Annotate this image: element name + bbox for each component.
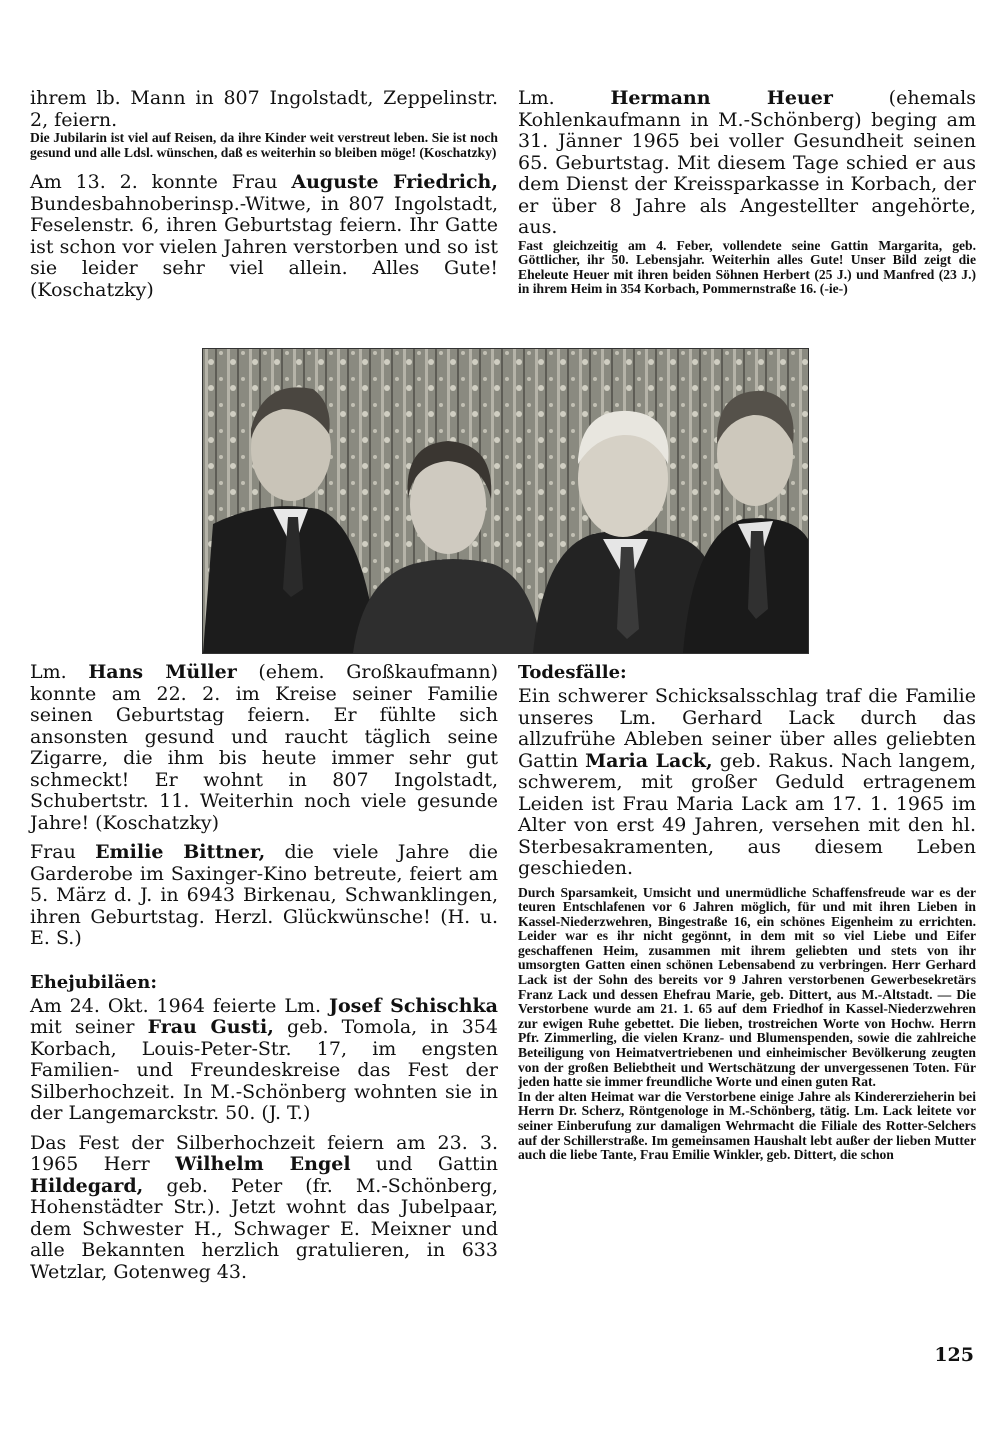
person-name: Emilie Bittner, xyxy=(95,841,266,863)
paragraph-small: In der alten Heimat war die Verstorbene einige Jahre als Kindererzieherin bei Herrn Dr. Scherz, Röntgenologe in M.-Schönberg, tätig. Lm. Lack leitete vor seiner Einberufung zur damaligen Wehrmacht die Filiale des Rotter-Selchers auf der Schillerstraße. Im gemeinsamen Haushalt lebt außer der lieben Mutter auch die liebe Tante, Frau Emilie Winkler, geb. Dittert, die schon xyxy=(518,1088,976,1163)
person-name: Josef Schischka xyxy=(328,994,498,1017)
person-name: Hildegard, xyxy=(30,1174,144,1197)
page-number: 125 xyxy=(934,1344,974,1366)
paragraph-small: Die Jubilarin ist viel auf Reisen, da ihre Kinder weit verstreut leben. Sie ist noch gesund und alle Ldsl. wünschen, daß es weiterhin so bleiben möge! (Koschatzky) xyxy=(30,130,498,160)
section-heading-todesfaelle: Todesfälle: xyxy=(518,662,627,683)
family-photo xyxy=(202,348,809,654)
person-name: Frau Gusti, xyxy=(147,1016,274,1038)
paragraph-lack: Ein schwerer Schicksalsschlag traf die Familie unseres Lm. Gerhard Lack durch das allzufrühe Ableben seiner über alles geliebten Gattin Maria Lack, geb. Rakus. Nach langem, schwerem, mit großer Geduld ertragenem Leiden ist Frau Maria Lack am 17. 1. 1965 im Alter von erst 49 Jahren, versehen mit den hl. Sterbesakramenten, aus diesem Leben geschieden. xyxy=(518,685,977,879)
paragraph-bittner: Frau Emilie Bittner, die viele Jahre die Garderobe im Saxinger-Kino betreute, feiert am 5. März d. J. in 6943 Birkenau, Schwanklingen, ihren Geburtstag. Herzl. Glückwünsche! (H. u. E. S.) xyxy=(30,841,499,949)
paragraph-friedrich: Am 13. 2. konnte Frau Auguste Friedrich, Bundesbahnoberinsp.-Witwe, in 807 Ingolstadt, Feselenstr. 6, ihren Geburtstag feiern. Ihr Gatte ist schon vor vielen Jahren verstorben und so ist sie leider sehr viel allein. Alles Gute! (Koschatzky) xyxy=(30,171,498,301)
paragraph: ihrem lb. Mann in 807 Ingolstadt, Zeppelinstr. 2, feiern. xyxy=(30,87,498,131)
person-name: Hermann Heuer xyxy=(610,87,833,109)
person-name: Maria Lack, xyxy=(585,749,713,772)
paragraph-small: Fast gleichzeitig am 4. Feber, vollendete seine Gattin Margarita, geb. Göttlicher, ihr 50. Lebensjahr. Weiterhin alles Gute! Unser Bild zeigt die Eheleute Heuer mit ihren beiden Söhnen Herbert (25 J.) und Manfred (23 J.) in ihrem Heim in 354 Korbach, Pommernstraße 16. (-ie-) xyxy=(518,237,976,297)
paragraph-mueller: Lm. Hans Müller (ehem. Großkaufmann) konnte am 22. 2. im Kreise seiner Familie seinen Geburtstag feiern. Er fühlte sich ansonsten gesund und raucht täglich seine Zigarre, die ihm bis heute immer sehr gut schmeckt! Er wohnt in 807 Ingolstadt, Schubertstr. 11. Weiterhin noch viele gesunde Jahre! (Koschatzky) xyxy=(30,661,498,834)
left-bottom-column xyxy=(30,662,498,1283)
right-top-column xyxy=(518,88,976,297)
paragraph-small: Durch Sparsamkeit, Umsicht und unermüdliche Schaffensfreude war es der teuren Entschlafenen vor 6 Jahren möglich, für und mit ihren Lieben in Kassel-Niederzwehren, Bingestraße 16, ein schönes Eigenheim zu errichten. Leider war es ihr nicht gegönnt, in dem mit so viel Liebe und Eifer geschaffenen Heim, zusammen mit ihrem geliebten und stets von ihr umsorgten Gatten einen schönen Lebensabend zu verbringen. Herr Gerhard Lack ist der Sohn des bereits vor 9 Jahren verstorbenen Gewerbesekretärs Franz Lack und dessen Ehefrau Marie, geb. Dittert, aus M.-Altstadt. — Die Verstorbene wurde am 21. 1. 65 auf dem Friedhof in Kassel-Niederzwehren zur ewigen Ruhe gebettet. Die lieben, trostreichen Worte von Hochw. Herrn Pfr. Zimmerling, die vielen Kranz- und Blumenspenden, sowie die zahlreiche Beteiligung von Heimatvertriebenen und einheimischer Bevölkerung zeugten von der großen Beliebtheit und Wertschätzung der unvergessenen Toten. Für jeden hatte sie immer freundliche Worte und einen guten Rat. xyxy=(518,884,976,1090)
person-name: Auguste Friedrich, xyxy=(291,171,498,194)
person-name: Hans Müller xyxy=(88,661,237,683)
paragraph-schischka: Am 24. Okt. 1964 feierte Lm. Josef Schischka mit seiner Frau Gusti, geb. Tomola, in 354 Korbach, Louis-Peter-Str. 17, im engsten Familien- und Freundeskreise das Fest der Silberhochzeit. In M.-Schönberg wohnten sie in der Langemarckstr. 50. (J. T.) xyxy=(30,994,498,1124)
section-heading-ehejubilaeen: Ehejubiläen: xyxy=(30,971,157,993)
paragraph-heuer: Lm. Hermann Heuer (ehemals Kohlenkaufmann in M.-Schönberg) beging am 31. Jänner 1965 bei voller Gesundheit seinen 65. Geburtstag. Mit diesem Tage schied er aus dem Dienst der Kreissparkasse in Korbach, der er über 8 Jahre als Angestellter angehörte, aus. xyxy=(518,87,976,238)
paragraph-engel: Das Fest der Silberhochzeit feiern am 23. 3. 1965 Herr Wilhelm Engel und Gattin Hildegard, geb. Peter (fr. M.-Schönberg, Hohenstädter Str.). Jetzt wohnt das Jubelpaar, dem Schwester H., Schwager E. Meixner und alle Bekannten herzlich gratulieren, in 633 Wetzlar, Gotenweg 43. xyxy=(30,1131,498,1283)
right-bottom-column xyxy=(518,662,976,1163)
left-top-column xyxy=(30,88,498,301)
person-name: Wilhelm Engel xyxy=(175,1153,351,1175)
